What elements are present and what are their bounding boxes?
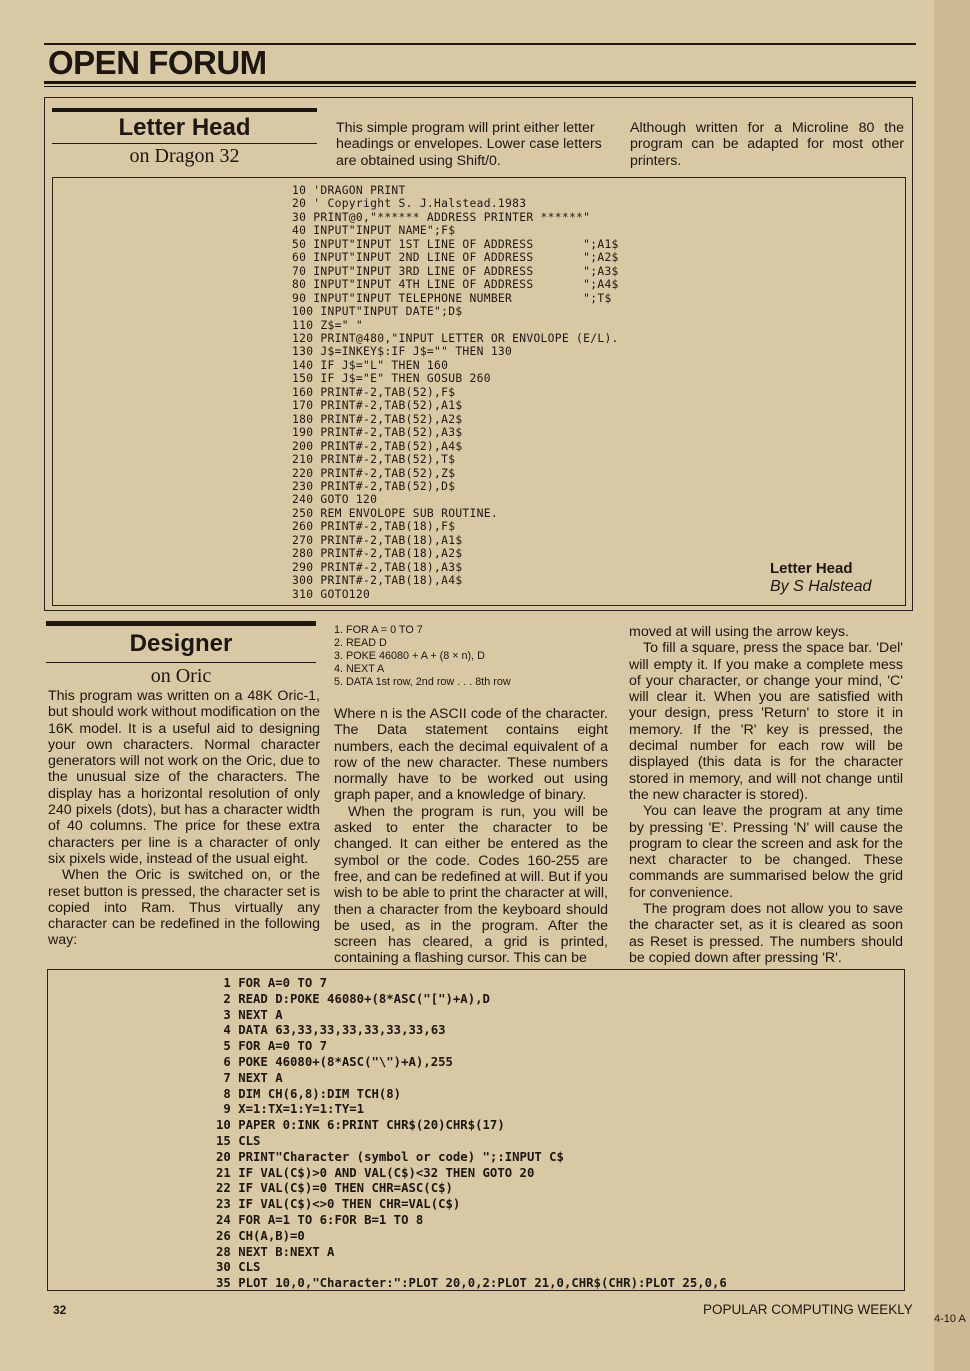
letter-head-code-line: 150 IF J$="E" THEN GOSUB 260 bbox=[292, 372, 491, 386]
designer-code-line: 22 IF VAL(C$)=0 THEN CHR=ASC(C$) bbox=[216, 1181, 453, 1196]
designer-code-line: 3 NEXT A bbox=[216, 1007, 283, 1022]
letter-head-code-line: 260 PRINT#-2,TAB(18),F$ bbox=[292, 520, 456, 534]
designer-col1-para-1: This program was written on a 48K Oric-1, but should work without modification on the 16K model. It is a useful aid to designing your own characters. Normal character generators will not work on the Oric, due to the unusual size of the characters. The display has a horizontal resolution of only 240 pixels (dots), but has a character width of 40 columns. The price for these extra characters per line is a character of only six pixels wide, instead of the usual eight. bbox=[48, 688, 320, 867]
designer-col2-para-1: Where n is the ASCII code of the character. The Data statement contains eight numbers, each the decimal equivalent of a row of the new character. These numbers normally have to be worked out using graph paper, and a knowledge of binary. bbox=[334, 706, 608, 804]
letter-head-title: Letter Head bbox=[118, 114, 251, 141]
designer-code-line: 1 FOR A=0 TO 7 bbox=[216, 976, 328, 990]
designer-col2-para-2: When the program is run, you will be asked to enter the character to be changed. It can either be entered as the symbol or the code. Codes 160-255 are free, and can be redefined at will. But if you wish to be able to print the character at will, then a character from the keyboard should be used, as in the program. After the screen has cleared, a grid is printed, containing a flashing cursor. This can be bbox=[334, 803, 608, 967]
letter-head-code-line: 160 PRINT#-2,TAB(52),F$ bbox=[292, 385, 456, 399]
letter-head-code-line: 250 REM ENVOLOPE SUB ROUTINE. bbox=[292, 506, 498, 520]
designer-column-3 bbox=[629, 624, 903, 966]
designer-steps bbox=[334, 624, 614, 689]
letter-head-code-line: 70 INPUT"INPUT 3RD LINE OF ADDRESS ";A3$ bbox=[292, 264, 619, 278]
step-line: 4. NEXT A bbox=[334, 663, 385, 675]
designer-subtitle: on Oric bbox=[150, 665, 212, 687]
designer-code-line: 9 X=1:TX=1:Y=1:TY=1 bbox=[216, 1102, 365, 1117]
letter-head-code-line: 60 INPUT"INPUT 2ND LINE OF ADDRESS ";A2$ bbox=[292, 251, 619, 265]
designer-code-line: 30 CLS bbox=[216, 1260, 261, 1275]
letter-head-code-line: 130 J$=INKEY$:IF J$="" THEN 130 bbox=[292, 345, 513, 359]
designer-col1-para-2: When the Oric is switched on, or the reset button is pressed, the character set is copied into Ram. Thus virtually any character can be redefined in the following way: bbox=[48, 867, 320, 949]
letter-head-credit-title: Letter Head bbox=[770, 560, 853, 577]
letter-head-code-line: 270 PRINT#-2,TAB(18),A1$ bbox=[292, 533, 463, 547]
letter-head-code-line: 90 INPUT"INPUT TELEPHONE NUMBER ";T$ bbox=[292, 291, 612, 305]
step-line: 2. READ D bbox=[334, 637, 387, 649]
designer-code-line: 26 CH(A,B)=0 bbox=[216, 1228, 305, 1243]
adjacent-page-edge bbox=[934, 0, 970, 1371]
letter-head-code-line: 310 GOTO120 bbox=[292, 587, 371, 601]
edge-caption: 4-10 A bbox=[934, 1313, 966, 1325]
page-number: 32 bbox=[53, 1303, 67, 1317]
letter-head-code-line: 20 ' Copyright S. J.Halstead.1983 bbox=[292, 197, 527, 211]
letter-head-code-line: 10 'DRAGON PRINT bbox=[292, 184, 406, 197]
designer-code-line: 28 NEXT B:NEXT A bbox=[216, 1244, 335, 1259]
letter-head-code-line: 110 Z$=" " bbox=[292, 318, 364, 332]
designer-code-line: 7 NEXT A bbox=[216, 1070, 283, 1085]
letter-head-credit-author: By S Halstead bbox=[770, 578, 872, 595]
designer-code-line: 2 READ D:POKE 46080+(8*ASC("[")+A),D bbox=[216, 991, 490, 1006]
letter-head-code-line: 280 PRINT#-2,TAB(18),A2$ bbox=[292, 547, 463, 561]
letter-head-code-line: 220 PRINT#-2,TAB(52),Z$ bbox=[292, 466, 456, 480]
designer-code-line: 8 DIM CH(6,8):DIM TCH(8) bbox=[216, 1086, 402, 1101]
designer-column-1 bbox=[48, 688, 320, 949]
letter-head-title-rule bbox=[52, 108, 317, 112]
designer-sub-rule bbox=[46, 662, 316, 663]
designer-col3-para-4: The program does not allow you to save the character set, as it is cleared as soon as Reset is pressed. The numbers should be copied down after pressing 'R'. bbox=[629, 901, 903, 966]
letter-head-code-line: 40 INPUT"INPUT NAME";F$ bbox=[292, 224, 456, 238]
section-title: OPEN FORUM bbox=[48, 44, 267, 81]
letter-head-code-line: 100 INPUT"INPUT DATE";D$ bbox=[292, 305, 463, 319]
letter-head-code-line: 170 PRINT#-2,TAB(52),A1$ bbox=[292, 399, 463, 413]
designer-col3-para-1: moved at will using the arrow keys. bbox=[629, 624, 849, 640]
designer-code-line: 35 PLOT 10,0,"Character:":PLOT 20,0,2:PLOT 21,0,CHR$(CHR):PLOT 25,0,6 bbox=[216, 1276, 727, 1291]
letter-head-code-line: 290 PRINT#-2,TAB(18),A3$ bbox=[292, 560, 463, 574]
designer-code-line: 24 FOR A=1 TO 6:FOR B=1 TO 8 bbox=[216, 1212, 424, 1227]
letter-head-code-line: 240 GOTO 120 bbox=[292, 493, 378, 507]
letter-head-code-line: 300 PRINT#-2,TAB(18),A4$ bbox=[292, 574, 463, 588]
letter-head-code-line: 30 PRINT@0,"****** ADDRESS PRINTER ******" bbox=[292, 210, 591, 224]
publication-name: POPULAR COMPUTING WEEKLY bbox=[703, 1302, 913, 1317]
designer-code-line: 10 PAPER 0:INK 6:PRINT CHR$(20)CHR$(17) bbox=[216, 1118, 505, 1133]
step-line: 3. POKE 46080 + A + (8 × n), D bbox=[334, 650, 485, 662]
letter-head-code-line: 80 INPUT"INPUT 4TH LINE OF ADDRESS ";A4$ bbox=[292, 278, 619, 292]
letter-head-intro-1: This simple program will print either letter headings or envelopes. Lower case letters are obtained using Shift/0. bbox=[336, 120, 602, 169]
letter-head-intro-2: Although written for a Microline 80 the program can be adapted for most other printers. bbox=[630, 120, 904, 169]
header-thin-rule bbox=[44, 86, 916, 87]
designer-code-line: 15 CLS bbox=[216, 1133, 261, 1148]
letter-head-code-line: 140 IF J$="L" THEN 160 bbox=[292, 358, 449, 372]
header-bottom-rule bbox=[44, 81, 916, 84]
designer-col3-para-2: To fill a square, press the space bar. 'Del' will empty it. If you make a complete mess of your character, or change your mind, 'C' will clear it. When you are satisfied with your design, press 'Return' to store it in memory. If the 'R' key is pressed, the decimal number for each row will be displayed (this data is for the character stored in memory, and will not change until the new character is stored). bbox=[629, 640, 903, 803]
designer-listing bbox=[216, 976, 727, 1292]
letter-head-sub-rule bbox=[52, 143, 317, 144]
designer-title-rule bbox=[46, 621, 316, 626]
designer-code-line: 23 IF VAL(C$)<>0 THEN CHR=VAL(C$) bbox=[216, 1197, 461, 1212]
letter-head-code-line: 200 PRINT#-2,TAB(52),A4$ bbox=[292, 439, 463, 453]
designer-code-line: 4 DATA 63,33,33,33,33,33,33,63 bbox=[216, 1023, 446, 1038]
letter-head-listing bbox=[292, 184, 619, 601]
designer-title: Designer bbox=[129, 630, 233, 657]
letter-head-code-line: 180 PRINT#-2,TAB(52),A2$ bbox=[292, 412, 463, 426]
letter-head-code-line: 120 PRINT@480,"INPUT LETTER OR ENVOLOPE (E/L). bbox=[292, 331, 619, 345]
designer-column-2 bbox=[334, 706, 608, 967]
letter-head-code-line: 50 INPUT"INPUT 1ST LINE OF ADDRESS ";A1$ bbox=[292, 237, 619, 251]
letter-head-code-line: 190 PRINT#-2,TAB(52),A3$ bbox=[292, 426, 463, 440]
designer-code-line: 6 POKE 46080+(8*ASC("\")+A),255 bbox=[216, 1054, 453, 1069]
designer-col3-para-3: You can leave the program at any time by pressing 'E'. Pressing 'N' will cause the program to clear the screen and ask for the next character to be changed. These commands are summarised below the grid for convenience. bbox=[629, 803, 903, 901]
letter-head-subtitle: on Dragon 32 bbox=[129, 145, 240, 167]
designer-code-line: 5 FOR A=0 TO 7 bbox=[216, 1039, 328, 1054]
designer-code-line: 20 PRINT"Character (symbol or code) ";:INPUT C$ bbox=[216, 1149, 564, 1164]
step-line: 1. FOR A = 0 TO 7 bbox=[334, 624, 423, 636]
letter-head-code-line: 210 PRINT#-2,TAB(52),T$ bbox=[292, 453, 456, 467]
designer-code-line: 21 IF VAL(C$)>0 AND VAL(C$)<32 THEN GOTO 20 bbox=[216, 1165, 535, 1180]
letter-head-code-line: 230 PRINT#-2,TAB(52),D$ bbox=[292, 479, 456, 493]
step-line: 5. DATA 1st row, 2nd row . . . 8th row bbox=[334, 676, 511, 688]
